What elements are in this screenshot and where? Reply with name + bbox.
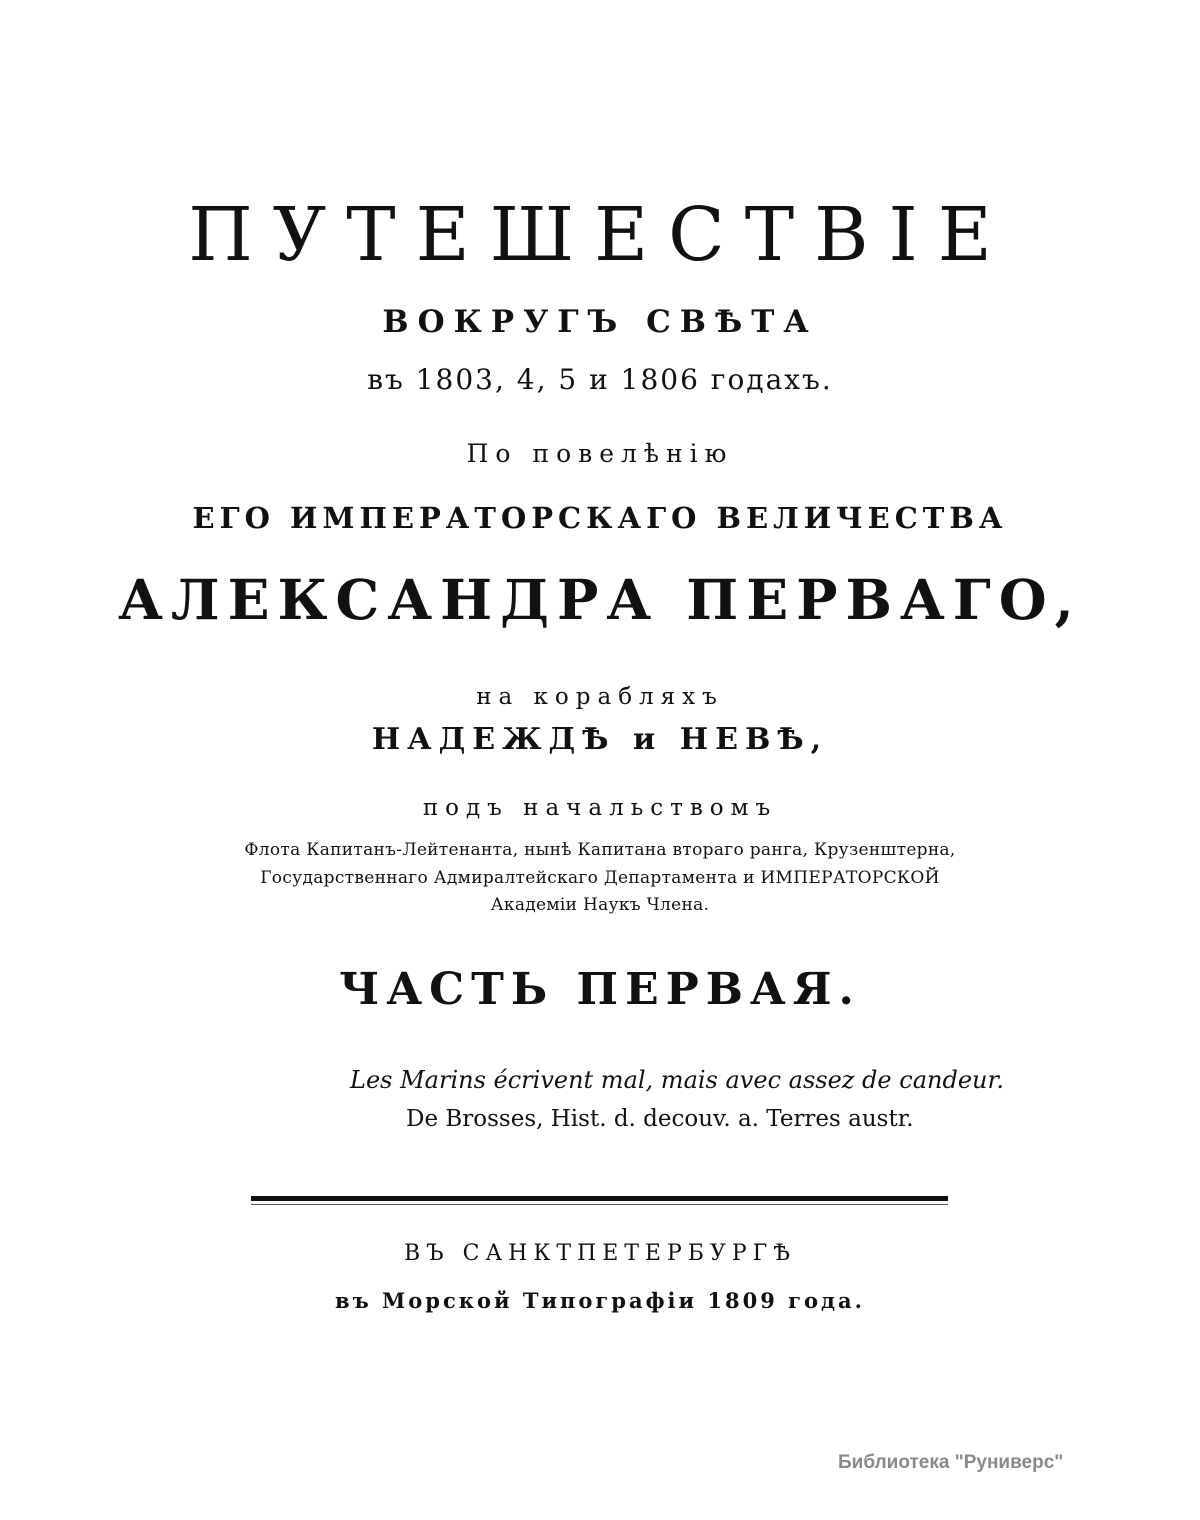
credit-line-3: Академіи Наукъ Члена. (490, 895, 710, 915)
horizontal-rule-thin (251, 1204, 948, 1205)
imprint-printer: въ Морской Типографіи 1809 года. (335, 1288, 865, 1313)
imprint-city: ВЪ САНКТПЕТЕРБУРГѢ (404, 1241, 796, 1266)
library-watermark: Библиотека "Руниверс" (838, 1452, 1064, 1473)
subtitle-ship-names: НАДЕЖДѢ и НЕВѢ, (371, 722, 829, 757)
subtitle-years: въ 1803, 4, 5 и 1806 годахъ. (367, 363, 833, 396)
credit-line-2: Государственнаго Адмиралтейскаго Департамента и ИМПЕРАТОРСКОЙ (260, 868, 940, 888)
subtitle-on-ships: на корабляхъ (476, 684, 724, 710)
credit-line-1: Флота Капитанъ-Лейтенанта, нынѣ Капитана втораго ранга, Крузенштерна, (244, 840, 956, 860)
motto-quote: Les Marins écrivent mal, mais avec assez de candeur. (350, 1066, 1004, 1094)
subtitle-around-world: ВОКРУГЪ СВѢТА (382, 304, 818, 340)
subtitle-by-command: По повелѣнію (466, 439, 734, 468)
horizontal-rule (251, 1196, 948, 1201)
subtitle-majesty: ЕГО ИМПЕРАТОРСКАГО ВЕЛИЧЕСТВА (192, 501, 1008, 535)
subtitle-under-command: подъ начальствомъ (422, 795, 778, 821)
motto-source: De Brosses, Hist. d. decouv. a. Terres austr. (406, 1106, 914, 1132)
book-title: ПУТЕШЕСТВІЕ (188, 192, 1012, 278)
subtitle-emperor: АЛЕКСАНДРА ПЕРВАГО, (118, 567, 1082, 632)
part-heading: ЧАСТЬ ПЕРВАЯ. (339, 964, 861, 1015)
